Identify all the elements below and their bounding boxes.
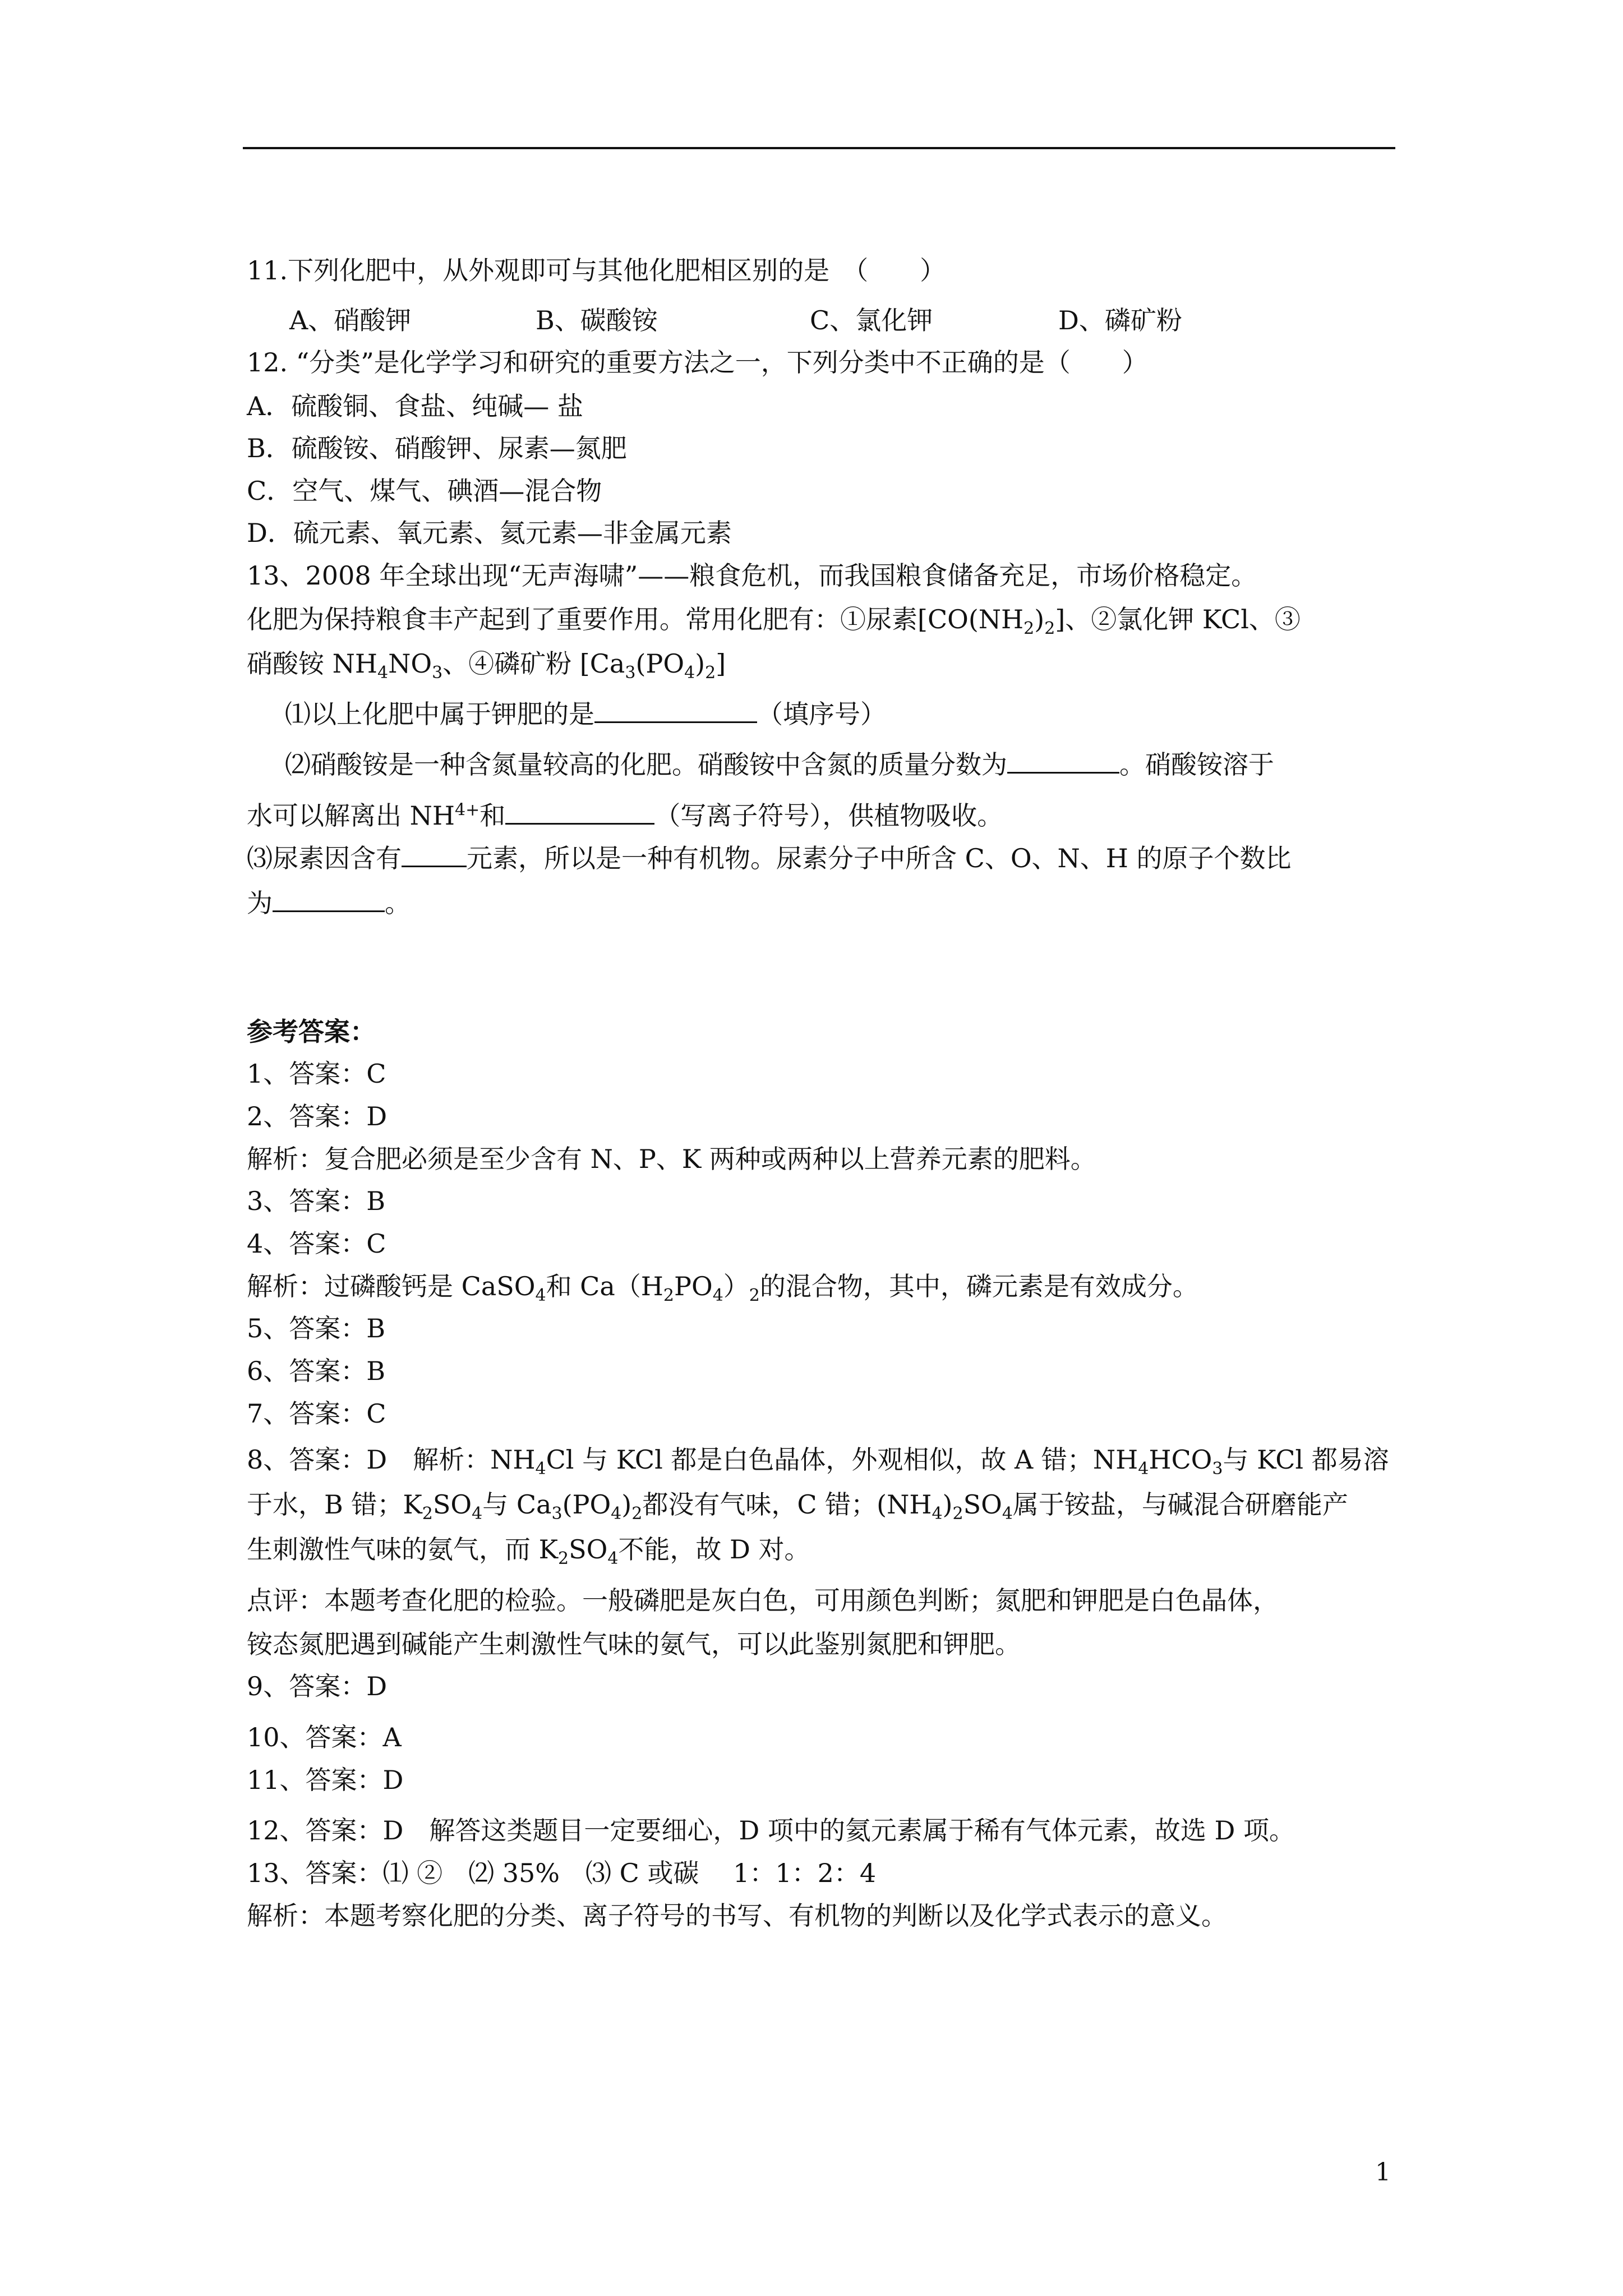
q13-line-3: 硝酸铵 $NH_4NO_3$、④磷矿粉 $[Ca_3(PO_4)_2]$ [247,648,726,683]
answer-11: 11、答案：D [247,1765,404,1795]
q12-stem: 12. “分类”是化学学习和研究的重要方法之一，下列分类中不正确的是（ ） [247,347,1148,378]
answer-1: 1、答案：C [247,1059,386,1089]
answer-9: 9、答案：D [247,1671,388,1701]
q11-option-c: C、氯化钾 [810,305,933,335]
answer-2-analysis: 解析：复合肥必须是至少含有 N、P、K 两种或两种以上营养元素的肥料。 [247,1144,1096,1174]
q12-option-a: A．硫酸铜、食盐、纯碱— 盐 [247,391,583,421]
answer-8-comment-2: 铵态氮肥遇到碱能产生刺激性气味的氨气，可以此鉴别氮肥和钾肥。 [247,1629,1021,1659]
answer-8-line-1: 8、答案：D 解析：$NH_4Cl$ 与 KCl 都是白色晶体，外观相似，故 A 错；$NH_4HCO_3$与 KCl 都易溶 [247,1444,1389,1479]
answer-2: 2、答案：D [247,1101,388,1131]
answer-13: 13、答案：⑴ ② ⑵ 35% ⑶ C 或碳 1：1：2：4 [247,1858,877,1888]
page-number: 1 [1375,2158,1391,2187]
answer-8-line-3: 生刺激性气味的氨气，而 $K_2SO_4$不能，故 D 对。 [247,1534,810,1569]
answer-13-analysis: 解析：本题考察化肥的分类、离子符号的书写、有机物的判断以及化学式表示的意义。 [247,1901,1227,1931]
answer-4-analysis: 解析：过磷酸钙是 CaSO$_4$和 $Ca(H_2PO_4)_2$的混合物，其中，磷元素是有效成分。 [247,1271,1198,1306]
answer-blank[interactable] [505,800,654,825]
q13-part-3: ⑶尿素因含有 元素，所以是一种有机物。尿素分子中所含 C、O、N、H 的原子个数比 [247,843,1292,873]
header-rule [243,147,1395,149]
answer-5: 5、答案：B [247,1313,386,1343]
answer-3: 3、答案：B [247,1186,386,1216]
answer-blank[interactable] [402,843,467,867]
q13-line-1: 13、2008 年全球出现“无声海啸”——粮食危机，而我国粮食储备充足，市场价格稳定。 [247,560,1257,591]
answer-12: 12、答案：D 解答这类题目一定要细心，D 项中的氦元素属于稀有气体元素，故选 D 项。 [247,1815,1295,1846]
q13-part-2-cont: 水可以解离出 $NH^{4+}$和 （写离子符号），供植物吸收。 [247,800,1003,831]
q13-part-2: ⑵硝酸铵是一种含氮量较高的化肥。硝酸铵中含氮的质量分数为 。硝酸铵溶于 [285,749,1274,780]
q11-option-d: D、磷矿粉 [1058,305,1182,335]
q12-option-d: D．硫元素、氧元素、氦元素—非金属元素 [247,518,732,548]
q11-option-a: A、硝酸钾 [289,305,412,335]
answer-blank[interactable] [1007,749,1119,774]
answer-10: 10、答案：A [247,1722,402,1752]
answer-blank[interactable] [273,888,385,912]
q12-option-b: B．硫酸铵、硝酸钾、尿素—氮肥 [247,433,627,463]
answer-8-line-2: 于水，B 错；$K_2SO_4$与 $Ca_3(PO_4)_2$都没有气味，C 错；$(NH_4)_2SO_4$属于铵盐，与碱混合研磨能产 [247,1489,1348,1524]
answer-blank[interactable] [594,699,757,723]
answer-8-comment-1: 点评：本题考查化肥的检验。一般磷肥是灰白色，可用颜色判断；氮肥和钾肥是白色晶体， [247,1585,1279,1616]
answer-7: 7、答案：C [247,1398,386,1429]
answers-heading: 参考答案： [247,1016,376,1047]
q11-option-b: B、碳酸铵 [536,305,658,335]
q11-stem: 11.下列化肥中，从外观即可与其他化肥相区别的是 （ ） [247,255,946,286]
answer-6: 6、答案：B [247,1356,386,1386]
q13-part-3-cont: 为 。 [247,888,411,918]
q13-line-2: 化肥为保持粮食丰产起到了重要作用。常用化肥有：①尿素$[CO(NH_2)_2]$、②氯化钾 KCl、③ [247,604,1301,639]
q13-part-1: ⑴以上化肥中属于钾肥的是 （填序号） [285,699,886,729]
q12-option-c: C．空气、煤气、碘酒—混合物 [247,476,602,506]
answer-4: 4、答案：C [247,1228,386,1259]
